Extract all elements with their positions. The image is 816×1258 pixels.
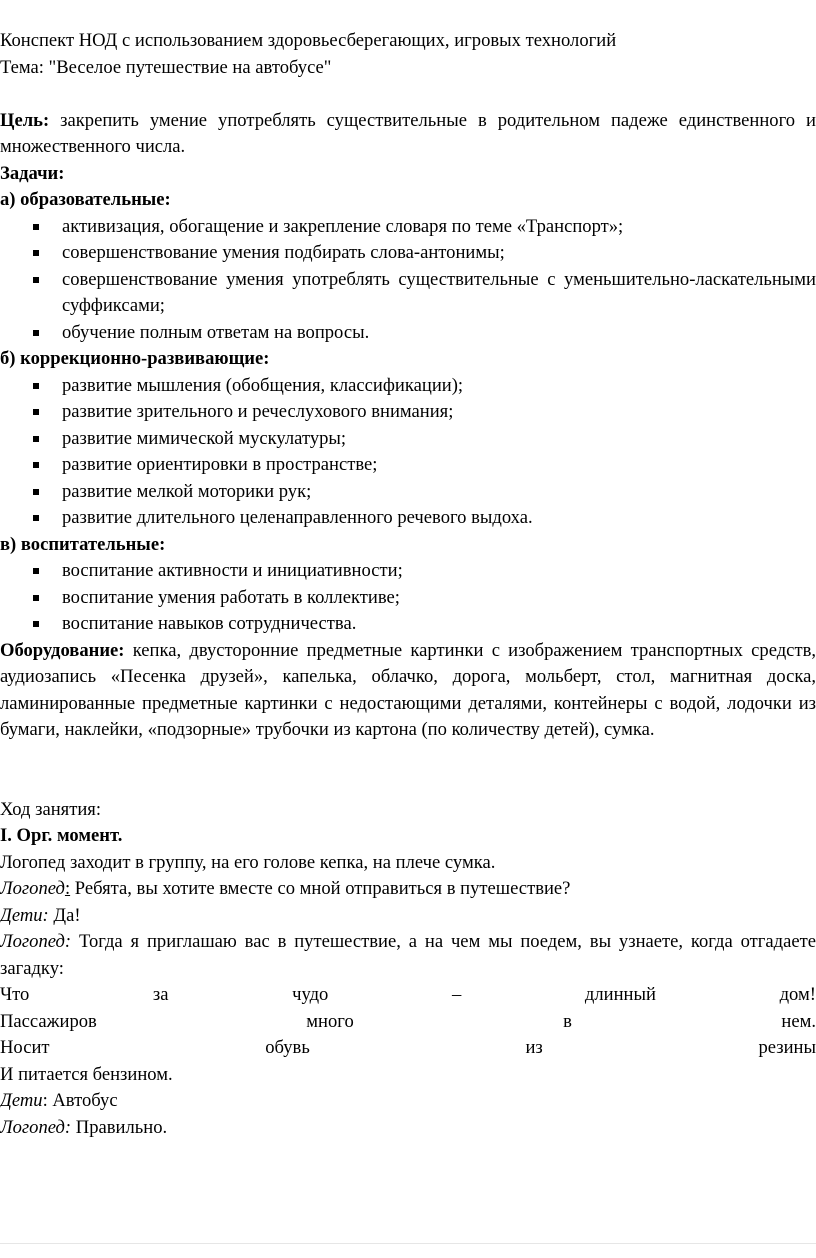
riddle-word: Пассажиров: [0, 1010, 97, 1032]
equipment-paragraph: [0, 638, 816, 744]
speaker-label: Логопед:: [0, 1116, 72, 1138]
dialogue-text: Автобус: [47, 1090, 118, 1111]
goal-paragraph: [0, 108, 816, 161]
dialogue-text: Да!: [48, 904, 81, 926]
dialogue-line: [0, 876, 816, 903]
riddle-line: [0, 982, 816, 1009]
list-item: развитие мышления (обобщения, классификации);: [62, 373, 816, 400]
riddle-word: за: [152, 984, 169, 1005]
task-list-upbringing: [0, 558, 816, 638]
list-item: развитие мимической мускулатуры;: [62, 426, 816, 453]
task-group-heading-corrective: б) коррекционно-развивающие:: [0, 348, 270, 369]
lesson-theme: Тема: "Веселое путешествие на автобусе": [0, 56, 332, 78]
riddle-word: –: [451, 984, 462, 1005]
dialogue-text: Тогда я приглашаю вас в путешествие, а на чем мы поедем, вы узнаете, когда отгадаете загадку:: [0, 931, 816, 979]
dialogue-text: Правильно.: [71, 1116, 168, 1138]
riddle-word: длинный: [584, 984, 656, 1005]
list-item: развитие длительного целенаправленного речевого выдоха.: [62, 505, 816, 532]
riddle-word: в: [563, 1010, 572, 1032]
task-group-heading-educational: а) образовательные:: [0, 189, 171, 210]
speaker-separator: :: [64, 878, 71, 899]
task-list-corrective: [0, 373, 816, 532]
list-item: развитие ориентировки в пространстве;: [62, 452, 816, 479]
task-list-educational: [0, 214, 816, 347]
tasks-heading: Задачи:: [0, 162, 65, 184]
blank-line: [0, 81, 816, 108]
dialogue-line: [0, 903, 816, 930]
goal-label: Цель:: [0, 109, 50, 131]
blank-line: [0, 744, 816, 771]
dialogue-line: [0, 1115, 816, 1142]
riddle-word: дом!: [779, 984, 816, 1005]
blank-line: [0, 770, 816, 797]
list-item: воспитание активности и инициативности;: [62, 558, 816, 585]
dialogue-line: [0, 1088, 816, 1115]
list-item: развитие мелкой моторики рук;: [62, 479, 816, 506]
task-group-heading-upbringing: в) воспитательные:: [0, 533, 166, 555]
goal-text: закрепить умение употреблять существительные в родительном падеже единственного и множественного числа.: [0, 109, 816, 157]
dialogue-text: Ребята, вы хотите вместе со мной отправиться в путешествие?: [70, 878, 571, 899]
riddle-word: резины: [758, 1037, 816, 1058]
riddle-line: [0, 1009, 816, 1036]
speaker-label: Логопед: [0, 878, 65, 899]
equipment-text: кепка, двусторонние предметные картинки с изображением транспортных средств, аудиозапись «Песенка друзей», капелька, облачко, дорога, мольберт, стол, магнитная доска, ламинированные предметные картинки с недостающими деталями, контейнеры с водой, лодочки из бумаги, наклейки, «подзорные» трубочки из картона (по количеству детей), сумка.: [0, 639, 816, 740]
list-item: развитие зрительного и речеслухового внимания;: [62, 399, 816, 426]
dialogue-line: [0, 929, 816, 982]
document: [0, 28, 816, 1141]
riddle-line: [0, 1035, 816, 1062]
page-bottom-divider: [0, 1243, 816, 1244]
lesson-progress-heading: Ход занятия:: [0, 798, 102, 820]
intro-text: Логопед заходит в группу, на его голове кепка, на плече сумка.: [0, 851, 496, 873]
list-item: воспитание навыков сотрудничества.: [62, 611, 816, 638]
speaker-separator: :: [42, 1090, 48, 1111]
list-item: совершенствование умения подбирать слова-антонимы;: [62, 240, 816, 267]
equipment-label: Оборудование:: [0, 639, 125, 661]
riddle-word: обувь: [265, 1037, 310, 1058]
document-title: Конспект НОД с использованием здоровьесберегающих, игровых технологий: [0, 30, 617, 51]
riddle-word: Носит: [0, 1037, 50, 1058]
speaker-label: Дети:: [0, 904, 49, 926]
riddle-word: чудо: [292, 984, 329, 1005]
riddle-word: нем.: [781, 1010, 816, 1032]
riddle-line: [0, 1062, 816, 1089]
list-item: активизация, обогащение и закрепление словаря по теме «Транспорт»;: [62, 214, 816, 241]
list-item: совершенствование умения употреблять существительные с уменьшительно-ласкательными суффиксами;: [62, 267, 816, 320]
riddle-word: Что: [0, 984, 30, 1005]
list-item: воспитание умения работать в коллективе;: [62, 585, 816, 612]
section-heading-org-moment: I. Орг. момент.: [0, 825, 123, 846]
riddle-word: много: [306, 1010, 354, 1032]
list-item: обучение полным ответам на вопросы.: [62, 320, 816, 347]
speaker-label: Дети: [0, 1090, 43, 1111]
speaker-label: Логопед:: [0, 931, 72, 952]
riddle-word: И питается бензином.: [0, 1063, 173, 1085]
riddle-word: из: [525, 1037, 543, 1058]
